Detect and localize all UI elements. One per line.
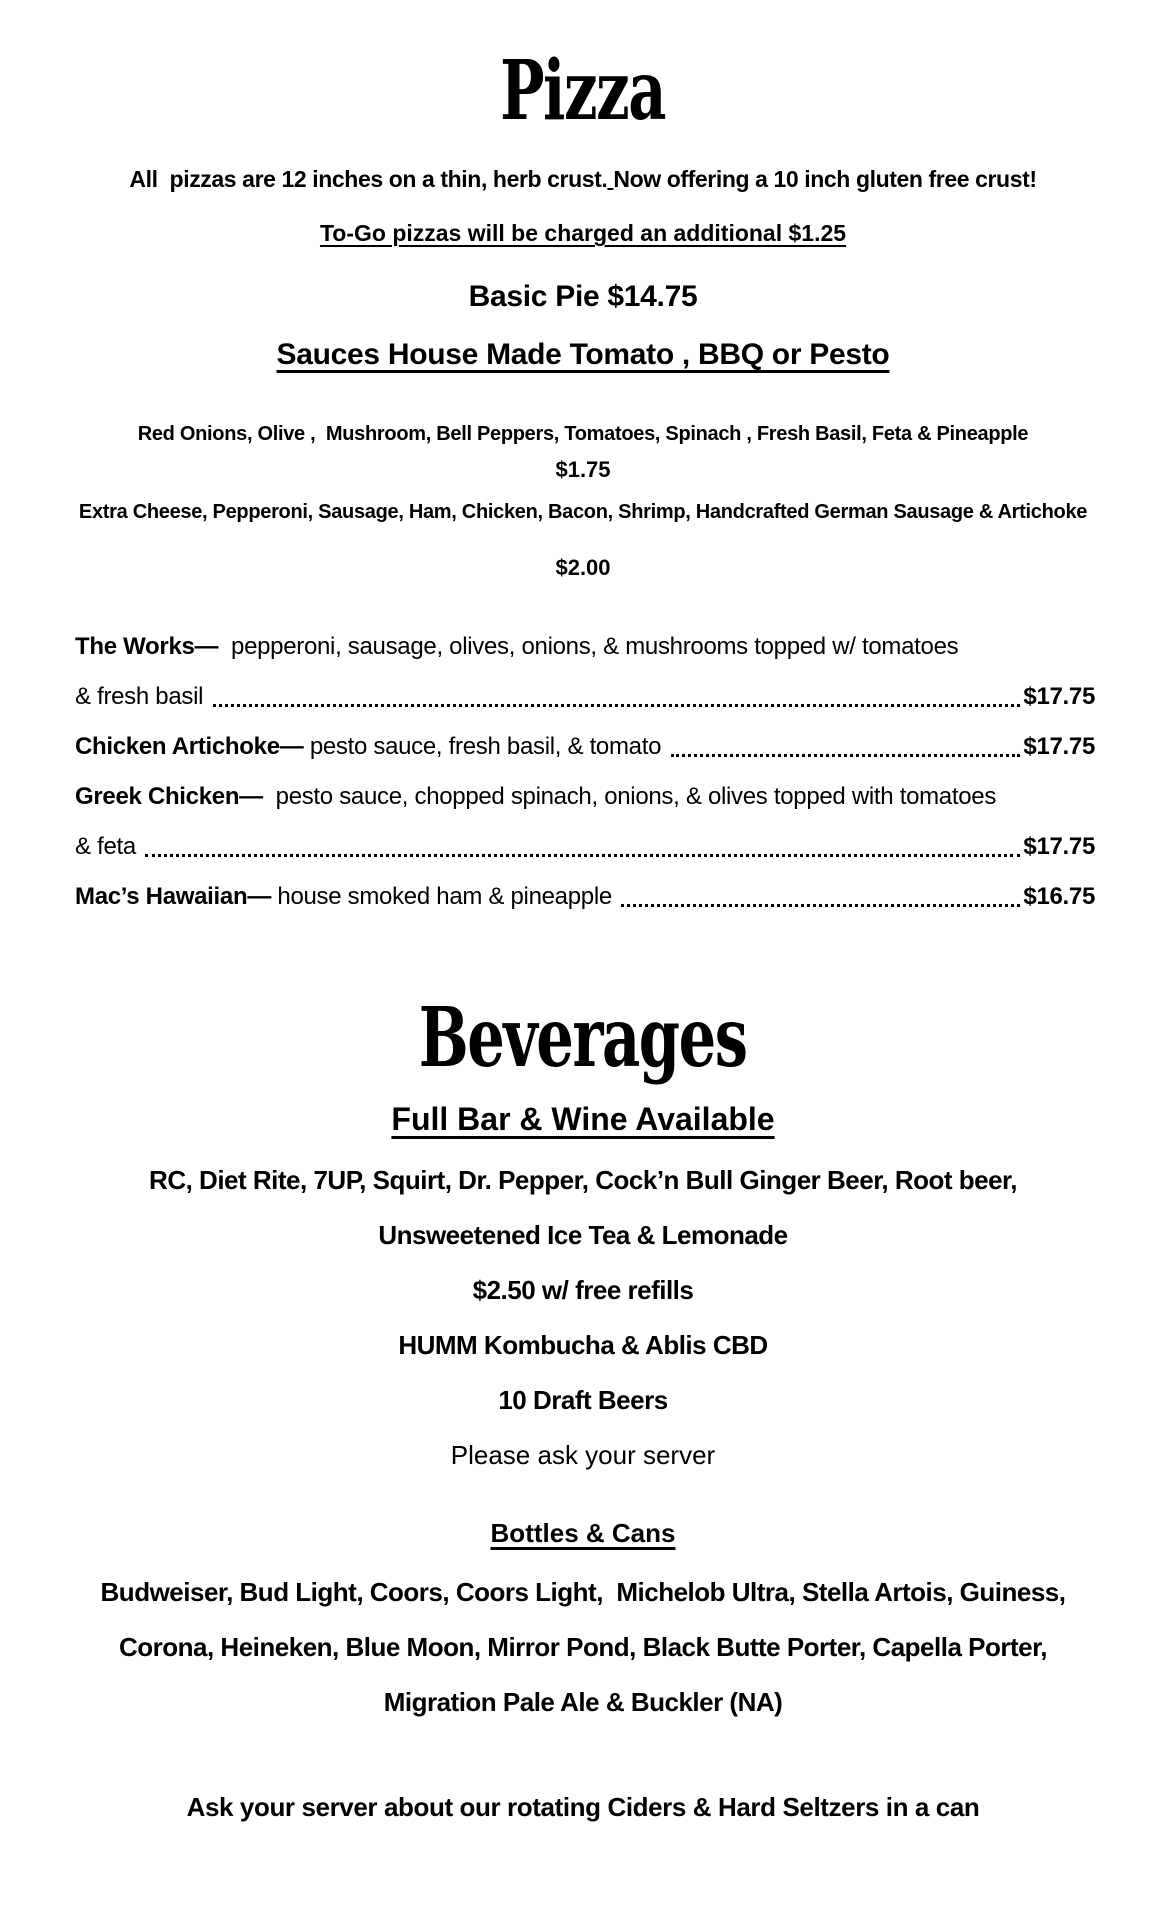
menu-item-name: The Works— [75,633,219,660]
pizza-intro [0,164,1166,194]
pizza-section [0,43,1166,922]
bottles-line-1: Budweiser, Bud Light, Coors, Coors Light, Michelob Ultra, Stella Artois, Guiness, [100,1577,1066,1607]
pizza-intro-after: Now offering a 10 inch gluten free crust! [613,166,1037,192]
toppings-group-1-price-text: $1.75 [555,457,611,482]
togo-note [0,218,1166,248]
toppings-group-1-price [0,456,1166,484]
menu-item-macs-hawaiian [75,872,1095,922]
dot-leader [621,904,1020,907]
menu-item-description: & feta [75,833,143,860]
toppings-group-2 [0,498,1166,526]
full-bar-heading [0,1099,1166,1139]
toppings-group-2-items: Extra Cheese, Pepperoni, Sausage, Ham, Chicken, Bacon, Shrimp, Handcrafted German Sausage & Artichoke [78,501,1088,523]
menu-item-the-works-line1 [75,622,1095,672]
pizza-intro-before: All pizzas are 12 inches on a thin, herb crust. [129,166,608,192]
beverages-title-text: Beverages [419,990,747,1086]
dot-leader [213,704,1021,707]
toppings-group-2-price-text: $2.00 [555,555,611,580]
menu-item-description: house smoked ham & pineapple [271,883,619,910]
togo-note-text: To-Go pizzas will be charged an additional $1.25 [319,220,847,246]
menu-item-chicken-artichoke [75,722,1095,772]
dot-leader [145,854,1020,857]
menu-item-name: Mac’s Hawaiian— [75,883,272,910]
soda-line-2: Unsweetened Ice Tea & Lemonade [378,1220,788,1250]
menu-item-price: $16.75 [1023,883,1095,910]
menu-item-the-works-line2 [75,672,1095,722]
soda-line-1: RC, Diet Rite, 7UP, Squirt, Dr. Pepper, Cock’n Bull Ginger Beer, Root beer, [149,1165,1017,1195]
menu-item-name: Greek Chicken— [75,783,263,810]
toppings-group-1-items: Red Onions, Olive , Mushroom, Bell Peppers, Tomatoes, Spinach , Fresh Basil, Feta & Pineapple [137,423,1029,445]
bottles-line-3: Migration Pale Ale & Buckler (NA) [383,1687,783,1717]
bottles-line-2: Corona, Heineken, Blue Moon, Mirror Pond, Black Butte Porter, Capella Porter, [118,1632,1048,1662]
menu-item-description: & fresh basil [75,683,210,710]
toppings-group-2-price [0,554,1166,582]
menu-item-description: pepperoni, sausage, olives, onions, & mushrooms topped w/ tomatoes [218,633,959,660]
menu-item-price: $17.75 [1023,733,1095,760]
toppings-group-1 [0,420,1166,448]
basic-pie-text: Basic Pie $14.75 [468,280,698,313]
menu-item-description: pesto sauce, chopped spinach, onions, & olives topped with tomatoes [262,783,997,810]
specialty-pizza-list [75,622,1095,922]
draft-beers-line: 10 Draft Beers [498,1385,668,1415]
menu-item-price: $17.75 [1023,683,1095,710]
bottles-cans-heading-text: Bottles & Cans [490,1518,676,1548]
full-bar-heading-text: Full Bar & Wine Available [391,1101,775,1137]
menu-item-price: $17.75 [1023,833,1095,860]
menu-item-greek-chicken-line2 [75,822,1095,872]
beverages-section [0,990,1166,1822]
cider-seltzer-note: Ask your server about our rotating Ciders & Hard Seltzers in a can [186,1792,980,1822]
soft-drinks-block [0,1153,1166,1483]
pizza-title-text: Pizza [500,43,666,139]
menu-item-greek-chicken-line1 [75,772,1095,822]
sauces-heading [0,336,1166,374]
draft-beers-note: Please ask your server [450,1440,716,1470]
sauces-heading-text: Sauces House Made Tomato , BBQ or Pesto [276,338,890,371]
pizza-title [0,43,1166,139]
soda-price-line: $2.50 w/ free refills [472,1275,694,1305]
beverages-title [0,990,1166,1086]
menu-item-description: pesto sauce, fresh basil, & tomato [303,733,668,760]
bottles-cans-block [0,1565,1166,1730]
basic-pie-line [0,278,1166,316]
menu-item-name: Chicken Artichoke— [75,733,304,760]
bottles-cans-heading [0,1513,1166,1553]
dot-leader [671,754,1021,757]
kombucha-line: HUMM Kombucha & Ablis CBD [398,1330,768,1360]
